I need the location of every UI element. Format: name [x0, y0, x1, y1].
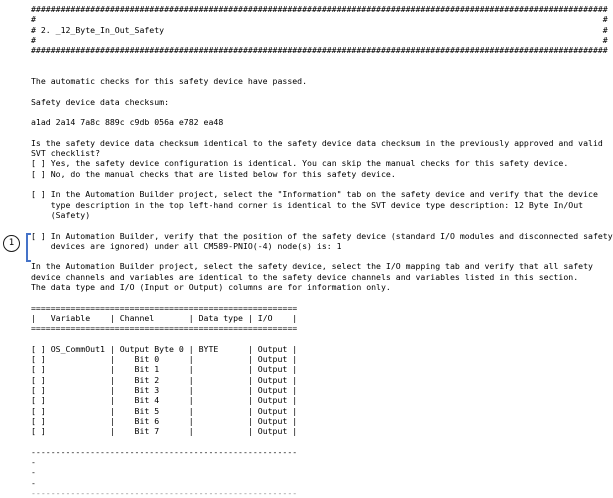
banner-left-hash: #: [31, 34, 36, 45]
checksum-label: Safety device data checksum:: [31, 96, 170, 107]
question-line-2: SVT checklist?: [31, 148, 101, 159]
header-cell-channel: | Channel: [109, 312, 189, 323]
cell-datatype: |: [193, 364, 253, 375]
cell-datatype: |: [193, 374, 253, 385]
placeholder-line: -: [31, 477, 36, 488]
checkbox-yes[interactable]: [ ]: [31, 158, 46, 169]
cell-variable: |: [45, 395, 115, 406]
table-body: [31, 344, 612, 437]
banner-padding-row-top: [31, 14, 608, 24]
cell-channel: Bit 6 |: [114, 415, 194, 426]
blank-line: [31, 128, 612, 138]
annotation-circle-1: [3, 235, 20, 252]
check-info-tab-line-3: (Safety): [50, 209, 91, 220]
header-cell-io: | I/O |: [247, 312, 298, 323]
annotation-bracket-icon: [26, 233, 31, 262]
table-border-header: ======================================================: [31, 323, 298, 334]
cell-channel: Bit 1 |: [114, 364, 194, 375]
checksum-value: a1ad 2a14 7a8c 889c c9db 056a e782 ea48: [31, 117, 224, 128]
annotation-circle-label: 1: [8, 238, 15, 248]
cell-datatype: |: [193, 426, 253, 437]
banner-right-hash: #: [602, 24, 608, 35]
header-cell-variable: | Variable: [31, 312, 110, 323]
banner-left-hash: #: [31, 14, 36, 25]
row-checkbox[interactable]: [ ]: [31, 374, 46, 385]
blank-line: [31, 292, 612, 302]
blank-line: [31, 251, 612, 261]
option-no-line: [31, 169, 612, 179]
question-line-1: Is the safety device data checksum identical to the safety device data checksum in the previously approved and valid: [31, 137, 603, 148]
cell-datatype: |: [193, 395, 253, 406]
checkbox-no[interactable]: [ ]: [31, 168, 46, 179]
blank-line: [31, 220, 612, 230]
cell-io: Output |: [252, 426, 298, 437]
row-checkbox[interactable]: [ ]: [31, 354, 46, 365]
io-intro-line-2: device channels and variables are identical to the safety device channels and variables listed in this section.: [31, 271, 579, 282]
banner-title-row: [31, 25, 608, 35]
cell-variable: |: [45, 426, 115, 437]
placeholder-line: -: [31, 467, 36, 478]
header-banner: [31, 4, 612, 55]
cell-io: Output |: [252, 405, 298, 416]
cell-channel: Bit 3 |: [114, 384, 194, 395]
row-checkbox[interactable]: [ ]: [31, 384, 46, 395]
cell-datatype: |: [193, 354, 253, 365]
banner-right-hash: #: [602, 34, 608, 45]
check-position-text-1: In Automation Builder, verify that the position of the safety device (standard I/O modules and disconnected safety: [50, 230, 613, 241]
row-checkbox[interactable]: [ ]: [31, 364, 46, 375]
cell-datatype: |: [193, 384, 253, 395]
table-row: [31, 406, 612, 416]
blank-line: [31, 179, 612, 189]
blank-line: [31, 334, 612, 344]
cell-io: Output |: [252, 374, 298, 385]
cell-channel: Bit 5 |: [114, 405, 194, 416]
banner-right-hash: #: [602, 14, 608, 25]
cell-channel: Output Byte 0 |: [114, 343, 194, 354]
banner-left-hash: #: [31, 24, 36, 35]
table-row: [31, 416, 612, 426]
table-row: [31, 364, 612, 374]
cell-variable: |: [45, 384, 115, 395]
cell-io: Output |: [252, 415, 298, 426]
table-border-top: ======================================================: [31, 302, 298, 313]
row-checkbox[interactable]: [ ]: [31, 415, 46, 426]
cell-variable: OS_CommOut1 |: [45, 343, 115, 354]
check-info-tab-text-1: In the Automation Builder project, select the "Information" tab on the safety device and verify that the device: [50, 189, 598, 200]
cell-channel: Bit 4 |: [114, 395, 194, 406]
cell-io: Output |: [252, 395, 298, 406]
table-row: [31, 426, 612, 436]
banner-padding-row-bottom: [31, 35, 608, 45]
table-row: [31, 395, 612, 405]
row-checkbox[interactable]: [ ]: [31, 426, 46, 437]
option-yes-text: Yes, the safety device configuration is identical. You can skip the manual checks for this safety device.: [50, 158, 569, 169]
option-yes-line: [31, 158, 612, 168]
check-position-line-1: [31, 231, 612, 241]
table-row: [31, 354, 612, 364]
io-intro-line-1: In the Automation Builder project, select the safety device, select the I/O mapping tab and verify that all safety: [31, 261, 593, 272]
table-row: [31, 385, 612, 395]
cell-io: Output |: [252, 364, 298, 375]
cell-channel: Bit 7 |: [114, 426, 194, 437]
cell-variable: |: [45, 364, 115, 375]
check-position-line-2: devices are ignored) under all CM589-PNIO(-4) node(s) is: 1: [50, 240, 342, 251]
cell-io: Output |: [252, 354, 298, 365]
table-header-row: [31, 313, 612, 323]
cell-channel: Bit 2 |: [114, 374, 194, 385]
header-cell-datatype: | Data type: [188, 312, 248, 323]
checkbox-position[interactable]: [ ]: [31, 230, 46, 241]
blank-line: [31, 107, 612, 117]
io-intro-line-3: The data type and I/O (Input or Output) columns are for information only.: [31, 282, 391, 293]
table-row: [31, 375, 612, 385]
cell-variable: |: [45, 374, 115, 385]
row-checkbox[interactable]: [ ]: [31, 405, 46, 416]
blank-line: [31, 55, 612, 65]
table-row: [31, 344, 612, 354]
cell-datatype: |: [193, 415, 253, 426]
row-checkbox[interactable]: [ ]: [31, 343, 46, 354]
check-info-tab-line-1: [31, 189, 612, 199]
blank-line: [31, 86, 612, 96]
check-info-tab-line-2: type description in the top left-hand corner is identical to the SVT device type description: 12 Byte In/Out: [50, 199, 584, 210]
table-border-bottom: ------------------------------------------------------: [31, 446, 298, 457]
cell-io: Output |: [252, 343, 298, 354]
cell-variable: |: [45, 405, 115, 416]
section-title: 2. _12_Byte_In_Out_Safety: [40, 24, 165, 35]
option-no-text: No, do the manual checks that are listed below for this safety device.: [50, 168, 396, 179]
cell-variable: |: [45, 354, 115, 365]
cell-datatype: |: [193, 405, 253, 416]
banner-border-top-line: #####################################################################################################################: [31, 4, 608, 14]
cell-datatype: BYTE |: [193, 343, 253, 354]
blank-line: [31, 66, 612, 76]
row-checkbox[interactable]: [ ]: [31, 395, 46, 406]
checkbox-info-tab[interactable]: [ ]: [31, 189, 46, 200]
cell-channel: Bit 0 |: [114, 354, 194, 365]
auto-checks-passed-text: The automatic checks for this safety device have passed.: [31, 76, 308, 87]
placeholder-line: -: [31, 457, 36, 468]
blank-line: [31, 436, 612, 446]
cell-variable: |: [45, 415, 115, 426]
document-end-border: ------------------------------------------------------: [31, 487, 298, 498]
cell-io: Output |: [252, 384, 298, 395]
banner-border-bottom-line: #####################################################################################################################: [31, 45, 608, 56]
